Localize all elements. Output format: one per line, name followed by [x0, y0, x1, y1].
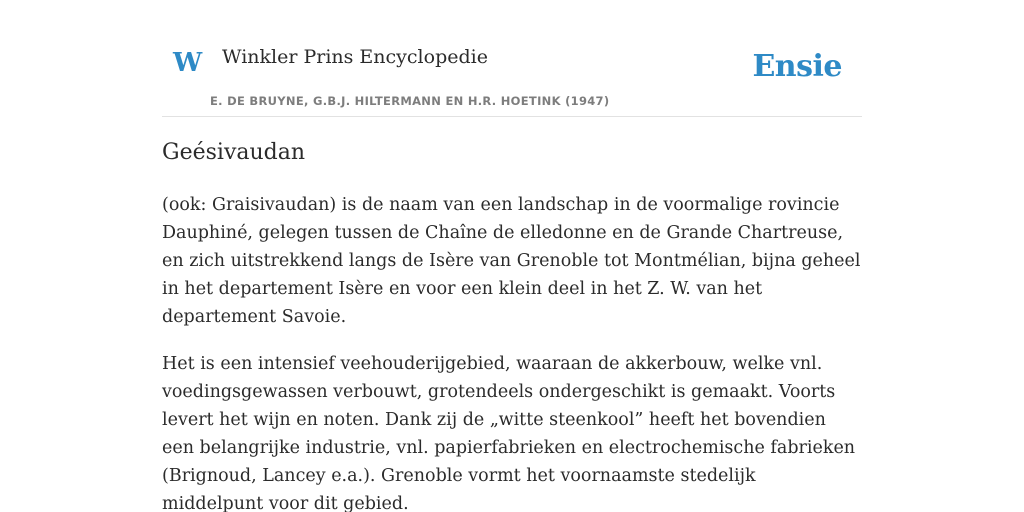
- article-paragraph-2: Het is een intensief veehouderijgebied, waaraan de akkerbouw, welke vnl. voedingsgewassen verbouwt, grotendeels ondergeschikt is gemaakt. Voorts levert het wijn en noten. Dank zij de „witte steenkool” heeft het bovendien een belangrijke industrie, vnl. papierfabrieken en electrochemische fabrieken (Brignoud, Lancey e.a.). Grenoble vormt het voornaamste stedelijk middelpunt voor dit gebied.: [162, 353, 856, 512]
- authors-line: E. DE BRUYNE, G.B.J. HILTERMANN EN H.R. HOETINK (1947): [210, 94, 610, 108]
- winkler-prins-logo[interactable]: W: [173, 48, 203, 78]
- ensie-logo[interactable]: Ensie: [752, 49, 842, 84]
- encyclopedia-title[interactable]: Winkler Prins Encyclopedie: [222, 46, 488, 68]
- article: [162, 138, 862, 512]
- article-heading: Geésivaudan: [162, 140, 306, 165]
- article-paragraph-1: (ook: Graisivaudan) is de naam van een landschap in de voormalige rovincie Dauphiné, gelegen tussen de Chaîne de elledonne en de Grande Chartreuse, en zich uitstrekkend langs de Isère van Grenoble tot Montmélian, bijna geheel in het departement Isère en voor een klein deel in het Z. W. van het departement Savoie.: [162, 194, 861, 327]
- header: [162, 0, 862, 117]
